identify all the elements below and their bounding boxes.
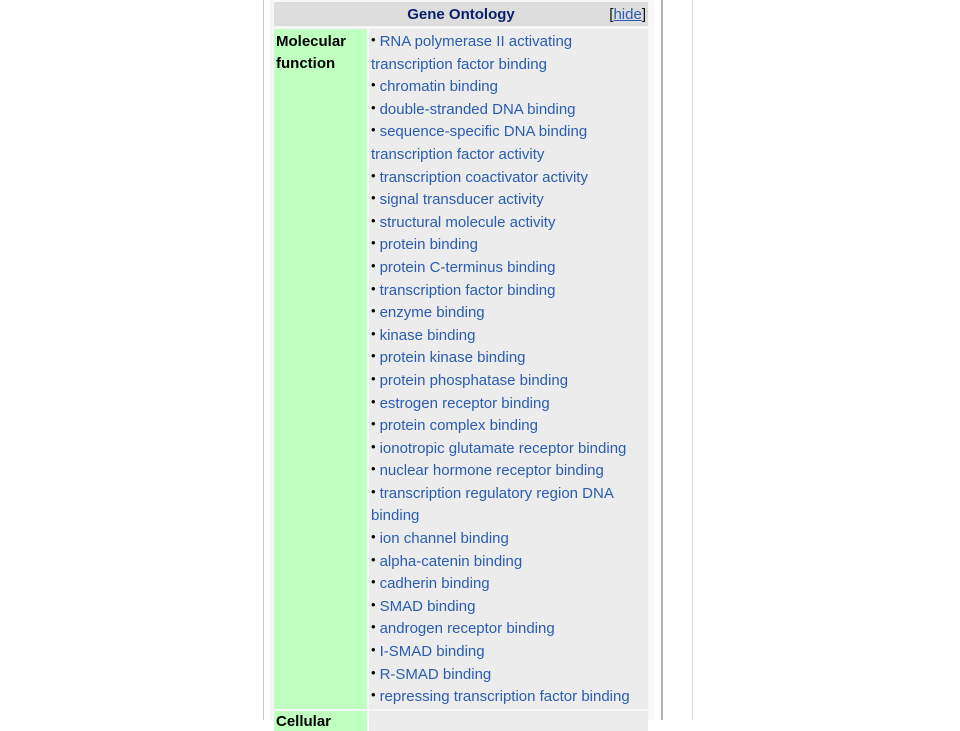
go-term-link[interactable]: protein binding — [379, 236, 478, 254]
bullet-icon: • — [371, 461, 376, 477]
list-item — [371, 573, 646, 596]
list-item — [371, 641, 646, 664]
page-right-border — [692, 0, 693, 720]
go-term-link[interactable]: I-SMAD binding — [379, 643, 485, 661]
bullet-icon: • — [371, 551, 376, 567]
list-item — [371, 596, 646, 619]
go-term-link[interactable]: protein phosphatase binding — [379, 371, 569, 389]
go-term-link[interactable]: structural molecule activity — [379, 213, 556, 231]
hide-toggle — [609, 6, 646, 23]
bullet-icon: • — [371, 529, 376, 545]
go-term-link[interactable]: androgen receptor binding — [379, 620, 555, 638]
go-term-link[interactable]: nuclear hormone receptor binding — [379, 462, 604, 480]
list-item — [371, 99, 646, 122]
page-left-border — [263, 0, 264, 720]
infobox-header — [274, 2, 648, 26]
list-item — [371, 302, 646, 325]
go-term-link[interactable]: sequence-specific DNA binding transcription factor activity — [371, 123, 588, 163]
list-item — [371, 415, 646, 438]
go-term-link[interactable]: ion channel binding — [379, 530, 509, 548]
molecular-function-list — [371, 31, 646, 709]
go-term-link[interactable]: R-SMAD binding — [379, 665, 492, 683]
go-term-link[interactable]: repressing transcription factor binding — [379, 688, 630, 706]
go-term-link[interactable]: protein complex binding — [379, 417, 538, 435]
go-term-link[interactable]: double-stranded DNA binding — [379, 100, 576, 118]
cellular-component-label: Cellular — [276, 713, 332, 730]
list-item — [371, 167, 646, 190]
go-term-link[interactable]: estrogen receptor binding — [379, 394, 550, 412]
list-item — [371, 234, 646, 257]
list-item — [371, 460, 646, 483]
bullet-icon: • — [371, 325, 376, 341]
hide-bracket-open: [ — [609, 6, 614, 23]
go-term-link[interactable]: signal transducer activity — [379, 191, 544, 209]
bullet-icon: • — [371, 393, 376, 409]
go-term-link[interactable]: protein kinase binding — [379, 349, 526, 367]
go-term-link[interactable]: SMAD binding — [379, 597, 476, 615]
bullet-icon: • — [371, 32, 376, 47]
list-item — [371, 551, 646, 574]
bullet-icon: • — [371, 122, 376, 138]
go-term-link[interactable]: transcription coactivator activity — [379, 168, 588, 186]
bullet-icon: • — [371, 664, 376, 680]
go-term-link[interactable]: ionotropic glutamate receptor binding — [379, 439, 627, 457]
infobox-title: Gene Ontology — [407, 6, 515, 23]
molecular-function-label: Molecular function — [276, 33, 347, 72]
list-item — [371, 528, 646, 551]
list-item — [371, 370, 646, 393]
bullet-icon: • — [371, 370, 376, 386]
molecular-function-items-cell — [369, 29, 648, 709]
list-item — [371, 257, 646, 280]
go-term-link[interactable]: transcription factor binding — [379, 281, 556, 299]
bullet-icon: • — [371, 574, 376, 590]
list-item — [371, 438, 646, 461]
go-term-link[interactable]: kinase binding — [379, 326, 476, 344]
bullet-icon: • — [371, 190, 376, 206]
list-item — [371, 212, 646, 235]
list-item — [371, 618, 646, 641]
content-right-border — [661, 0, 663, 720]
go-term-link[interactable]: chromatin binding — [379, 78, 498, 96]
list-item — [371, 483, 646, 528]
bullet-icon: • — [371, 257, 376, 273]
bullet-icon: • — [371, 99, 376, 115]
bullet-icon: • — [371, 483, 376, 499]
hide-link[interactable]: hide — [613, 6, 642, 23]
molecular-function-label-cell — [274, 29, 367, 709]
cellular-component-label-cell — [274, 711, 367, 731]
list-item — [371, 31, 646, 76]
bullet-icon: • — [371, 642, 376, 658]
cellular-component-items-cell — [369, 711, 648, 731]
gene-ontology-infobox — [270, 0, 654, 730]
bullet-icon: • — [371, 687, 376, 703]
bullet-icon: • — [371, 619, 376, 635]
bullet-icon: • — [371, 77, 376, 93]
go-term-link[interactable]: RNA polymerase II activating transcription factor binding — [371, 33, 573, 73]
list-item — [371, 280, 646, 303]
list-item — [371, 325, 646, 348]
go-term-link[interactable]: transcription regulatory region DNA binding — [371, 484, 614, 525]
bullet-icon: • — [371, 280, 376, 296]
bullet-icon: • — [371, 303, 376, 319]
go-term-link[interactable]: alpha-catenin binding — [379, 552, 523, 570]
list-item — [371, 189, 646, 212]
bullet-icon: • — [371, 167, 376, 183]
go-term-link[interactable]: protein C-terminus binding — [379, 258, 556, 276]
hide-bracket-close: ] — [641, 6, 646, 23]
list-item — [371, 664, 646, 687]
bullet-icon: • — [371, 212, 376, 228]
bullet-icon: • — [371, 596, 376, 612]
go-term-link[interactable]: cadherin binding — [379, 575, 490, 593]
bullet-icon: • — [371, 416, 376, 432]
list-item — [371, 686, 646, 709]
bullet-icon: • — [371, 235, 376, 251]
bullet-icon: • — [371, 438, 376, 454]
list-item — [371, 347, 646, 370]
bullet-icon: • — [371, 348, 376, 364]
list-item — [371, 121, 646, 166]
list-item — [371, 76, 646, 99]
go-term-link[interactable]: enzyme binding — [379, 304, 485, 322]
list-item — [371, 393, 646, 416]
